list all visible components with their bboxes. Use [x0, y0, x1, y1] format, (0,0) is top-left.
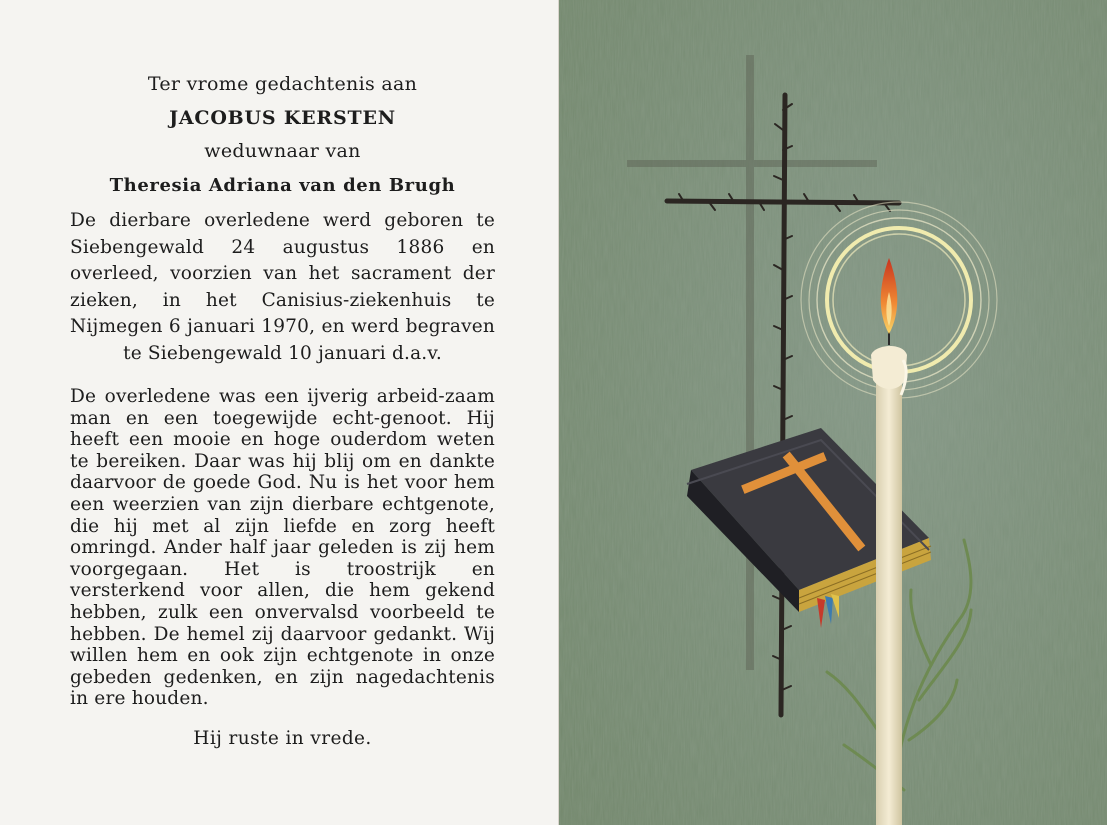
relation-line: weduwnaar van	[204, 140, 361, 162]
text-content	[70, 68, 495, 749]
tribute-paragraph: De overledene was een ijverig arbeid-zaam man en een toegewijde echt-genoot. Hij heeft een mooie en hoge ouderdom weten te bereiken. Daar was hij blij om en dankte daarvoor de goede God. Nu is het voor hem een weerzien van zijn dierbare echtgenote, die hij met al zijn liefde en zorg heeft omringd. Ander half jaar geleden is zij hem voorgegaan. Het is troostrijk en versterkend voor allen, die hem gekend hebben, zulk een onvervalsd voorbeeld te hebben. De hemel zij daarvoor gedankt. Wij willen hem en ook zijn echtgenote in onze gebeden gedenken, en zijn nagedachtenis in ere houden.	[70, 386, 495, 710]
closing-line: Hij ruste in vrede.	[193, 727, 372, 749]
intro-line: Ter vrome gedachtenis aan	[147, 73, 418, 95]
spouse-name: Theresia Adriana van den Brugh	[109, 175, 456, 196]
biography-paragraph: De dierbare overledene werd geboren te Siebengewald 24 augustus 1886 en overleed, voorzien van het sacrament der zieken, in het Canisius-ziekenhuis te Nijmegen 6 januari 1970, en werd begraven te Siebengewald 10 januari d.a.v.	[70, 210, 495, 364]
illustration	[559, 0, 1107, 825]
illustration-panel	[559, 0, 1107, 825]
deceased-name: JACOBUS KERSTEN	[169, 107, 396, 129]
